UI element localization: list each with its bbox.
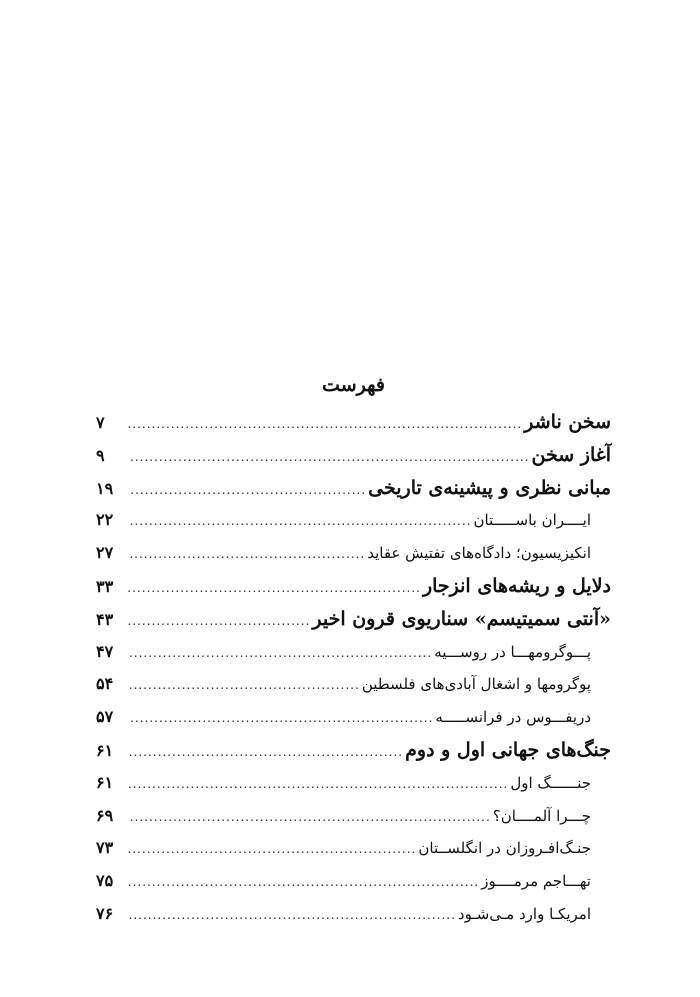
toc-subentry bbox=[96, 636, 611, 669]
dot-leader bbox=[128, 538, 365, 571]
toc-subentry bbox=[96, 865, 611, 898]
toc-entry bbox=[96, 472, 611, 505]
toc-entry-title: ایــــران باســـــتان bbox=[473, 511, 591, 530]
toc-entry bbox=[96, 603, 611, 636]
dot-leader bbox=[128, 605, 310, 638]
toc-entry-page: ۴۳ bbox=[96, 609, 114, 629]
toc-subentry bbox=[96, 800, 611, 833]
dot-leader bbox=[128, 801, 491, 834]
toc-subentry bbox=[96, 504, 611, 537]
toc-entry bbox=[96, 406, 611, 439]
toc-entry-title: دریفـــوس در فرانســـــه bbox=[435, 708, 591, 727]
toc-entry-title: پـــوگرومهـــا در روســـیه bbox=[434, 642, 591, 661]
toc-subentry bbox=[96, 767, 611, 800]
toc-entry-page: ۶۱ bbox=[96, 772, 114, 792]
toc-entry-page: ۶۹ bbox=[96, 805, 114, 825]
toc-entry-page: ۵۴ bbox=[96, 674, 114, 694]
toc-subentry bbox=[96, 832, 611, 865]
toc-entry-page: ۹ bbox=[96, 445, 105, 465]
toc-entry-title: تهـــاجم مرمــــوز bbox=[481, 872, 591, 891]
toc-entry-page: ۱۹ bbox=[96, 478, 114, 498]
toc-entry bbox=[96, 734, 611, 767]
toc-entry-title: آغاز سخن bbox=[531, 443, 611, 466]
toc-heading: فهرست bbox=[322, 374, 385, 396]
dot-leader bbox=[128, 408, 522, 441]
toc-subentry bbox=[96, 668, 611, 701]
toc-entry-title: دلایل و ریشه‌های انزجار bbox=[422, 574, 611, 597]
toc-entry-title: جنــــــگ اول bbox=[510, 773, 591, 792]
dot-leader bbox=[128, 505, 471, 538]
dot-leader bbox=[128, 474, 366, 507]
toc-entry-title: امریکـا وارد مـی‌شـود bbox=[457, 904, 591, 923]
toc-entry bbox=[96, 570, 611, 603]
dot-leader bbox=[128, 637, 432, 670]
toc-entry-page: ۷۶ bbox=[96, 903, 114, 923]
dot-leader bbox=[128, 572, 421, 605]
toc-entry-title: پوگرومها و اشغال آبادی‌های فلسطین bbox=[361, 675, 591, 694]
table-of-contents bbox=[96, 370, 611, 931]
toc-entry-page: ۴۷ bbox=[96, 641, 114, 661]
toc-entry-page: ۳۳ bbox=[96, 576, 114, 596]
toc-entry-page: ۷۵ bbox=[96, 871, 114, 891]
dot-leader bbox=[128, 899, 456, 932]
toc-entry-page: ۷ bbox=[96, 413, 105, 432]
toc-entry-page: ۵۷ bbox=[96, 707, 114, 727]
toc-entry-page: ۲۲ bbox=[96, 510, 114, 530]
toc-entry-title: انکیزیسیون؛ دادگاه‌های تفتیش عقاید bbox=[367, 544, 591, 563]
toc-entry-page: ۶۱ bbox=[96, 740, 114, 760]
dot-leader bbox=[128, 736, 403, 769]
dot-leader bbox=[128, 833, 416, 866]
dot-leader bbox=[128, 669, 360, 702]
toc-list bbox=[96, 406, 611, 931]
toc-entry-title: جنگ‌های جهانی اول و دوم bbox=[405, 738, 611, 761]
toc-entry-page: ۷۳ bbox=[96, 838, 114, 858]
dot-leader bbox=[128, 768, 508, 801]
dot-leader bbox=[128, 441, 530, 474]
toc-entry-title: مبانی نظری و پیشینه‌ی تاریخی bbox=[368, 476, 611, 499]
toc-subentry bbox=[96, 701, 611, 734]
toc-entry bbox=[96, 439, 611, 472]
toc-entry-title: جنـگ‌افـروزان در انگلســتان bbox=[418, 839, 591, 858]
toc-entry-title: «آنتی سمیتیسم» سناریوی قرون اخیر bbox=[312, 607, 611, 630]
dot-leader bbox=[128, 702, 433, 735]
dot-leader bbox=[128, 866, 479, 899]
toc-subentry bbox=[96, 537, 611, 570]
toc-entry-page: ۲۷ bbox=[96, 543, 114, 563]
toc-subentry bbox=[96, 898, 611, 931]
toc-entry-title: چـــرا آلمــــان؟ bbox=[492, 806, 591, 825]
toc-entry-title: سخن ناشر bbox=[524, 411, 611, 433]
